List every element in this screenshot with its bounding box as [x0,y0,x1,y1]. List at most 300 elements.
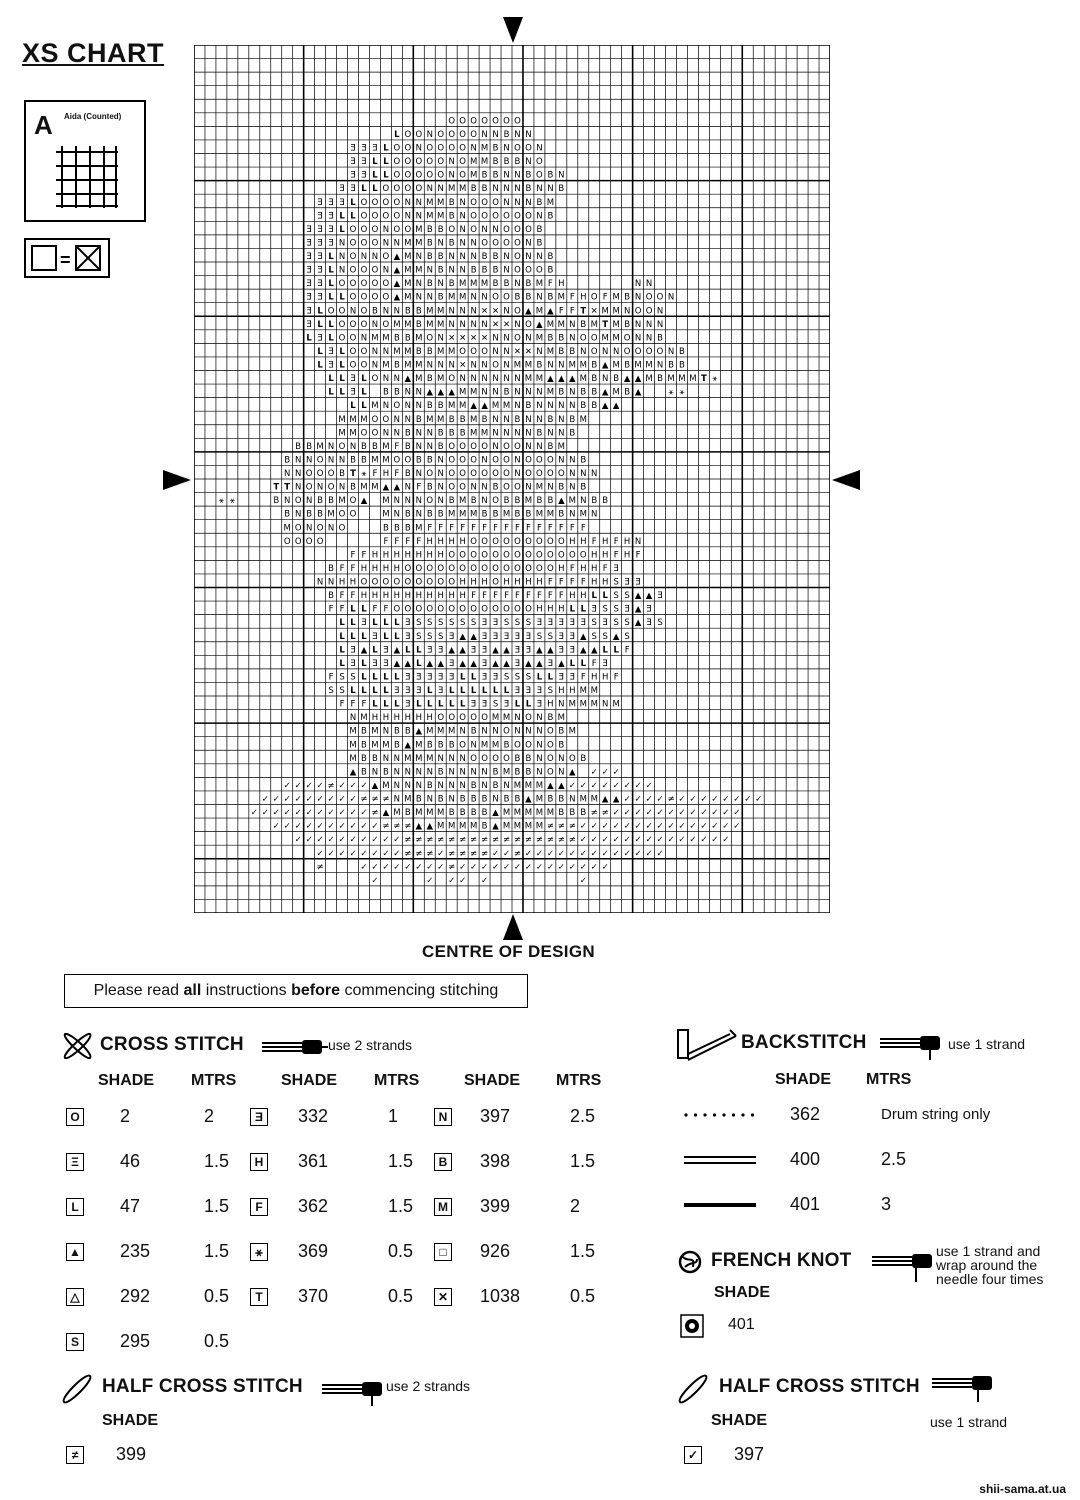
chart-cell-symbol: B [492,509,499,520]
chart-cell-symbol: M [513,360,522,371]
chart-cell-symbol: ✓ [623,808,631,819]
chart-cell-symbol: ✓ [316,794,324,805]
chart-cell-symbol: ✓ [612,821,620,832]
chart-cell-symbol: L [350,211,356,222]
chart-cell-symbol: N [514,170,521,181]
chart-cell-symbol: L [339,387,345,398]
chart-cell-symbol: F [493,523,498,534]
chart-cell-symbol: B [481,252,488,263]
backstitch-mtrs: 2.5 [881,1149,907,1169]
chart-cell-symbol: ▲ [415,821,423,832]
chart-cell-symbol: ≠ [481,835,489,846]
chart-cell-symbol: L [383,143,389,154]
chart-cell-symbol: O [393,170,401,181]
chart-cell-symbol: O [590,346,598,357]
chart-cell-symbol: ✓ [711,794,719,805]
chart-cell-symbol: N [415,780,422,791]
chart-cell-symbol: O [536,265,543,276]
chart-cell-symbol: O [382,319,390,330]
chart-cell-symbol: ≠ [382,821,390,832]
chart-cell-symbol: O [492,577,499,588]
chart-cell-symbol: ✓ [590,821,598,832]
chart-cell-symbol: H [437,550,444,561]
chart-cell-symbol: ✓ [722,808,730,819]
chart-cell-symbol: B [569,414,576,425]
chart-cell-symbol: ✓ [645,821,653,832]
chart-cell-symbol: H [448,536,455,547]
chart-cell-symbol: S [328,686,334,697]
chart-cell-symbol: ✓ [327,808,335,819]
chart-cell-symbol: S [613,604,619,615]
chart-cell-symbol: Ǝ [383,658,389,669]
chart-cell-symbol: L [361,401,367,412]
cross-stitch-title: CROSS STITCH [100,1034,244,1055]
chart-cell-symbol: Ǝ [427,672,433,683]
chart-cell-symbol: ✓ [338,835,346,846]
chart-cell-symbol: N [404,767,412,778]
chart-cell-symbol: N [602,374,609,385]
chart-cell-symbol: H [591,563,598,574]
chart-cell-symbol: B [415,455,422,466]
chart-cell-symbol: N [382,753,390,764]
chart-cell-symbol: O [371,279,379,290]
chart-cell-symbol: B [284,509,291,520]
chart-cell-symbol: O [437,143,445,154]
chart-cell-symbol: ✓ [360,780,368,791]
chart-cell-symbol: ✓ [272,821,280,832]
chart-cell-symbol: B [273,496,280,507]
chart-cell-symbol: M [645,374,653,385]
chart-cell-symbol: ✓ [722,835,730,846]
chart-cell-symbol: M [415,224,423,235]
chart-cell-symbol: H [371,550,379,561]
chart-cell-symbol: ▲ [536,645,543,656]
chart-cell-symbol: O [634,306,642,317]
chart-cell-symbol: ✓ [711,821,719,832]
chart-cell-symbol: ▲ [525,794,532,805]
chart-cell-symbol: M [458,821,467,832]
chart-cell-symbol: ≠ [393,821,401,832]
chart-cell-symbol: F [547,279,553,290]
chart-cell-symbol: O [579,333,587,344]
chart-cell-symbol: M [491,740,500,751]
chart-cell-symbol: B [558,808,565,819]
chart-cell-symbol: ≠ [459,848,467,859]
chart-cell-symbol: M [448,292,456,303]
chart-cell-symbol: H [415,713,422,724]
chart-cell-symbol: ✓ [634,835,642,846]
chart-cell-symbol: N [503,143,510,154]
chart-cell-symbol: ≠ [568,835,576,846]
chart-cell-symbol: M [382,740,390,751]
chart-cell-symbol: H [448,591,455,602]
chart-cell-symbol: O [514,563,521,574]
chart-cell-symbol: L [339,346,345,357]
chart-cell-symbol: O [547,726,554,737]
chart-cell-symbol: ⚹ [361,469,367,480]
chart-cell-symbol: B [328,563,334,574]
chart-cell-symbol: N [382,726,390,737]
key-shade: 47 [120,1196,141,1216]
chart-cell-symbol: N [448,157,455,168]
chart-cell-symbol: B [481,794,488,805]
chart-cell-symbol: B [525,170,532,181]
chart-cell-symbol: B [536,238,543,249]
chart-cell-symbol: B [393,333,400,344]
chart-cell-symbol: Ǝ [536,699,543,710]
key-mtrs: 0.5 [204,1331,230,1351]
chart-cell-symbol: ✓ [338,780,346,791]
chart-cell-symbol: O [481,346,488,357]
chart-cell-symbol: O [514,550,521,561]
chart-cell-symbol: Ǝ [481,645,488,656]
chart-cell-symbol: ✓ [612,835,620,846]
chart-cell-symbol: H [415,550,422,561]
chart-cell-symbol: O [470,753,477,764]
chart-cell-symbol: L [328,319,334,330]
arrow-left-icon [163,470,193,490]
chart-cell-symbol: Ǝ [470,645,477,656]
chart-cell-symbol: N [327,441,335,452]
chart-cell-symbol: N [525,157,532,168]
chart-cell-symbol: S [339,686,345,697]
chart-cell-symbol: B [459,808,466,819]
chart-cell-symbol: O [470,455,477,466]
chart-cell-symbol: B [679,346,685,357]
chart-cell-symbol: N [558,414,565,425]
chart-cell-symbol: ✓ [535,848,543,859]
chart-cell-symbol: ▲ [634,591,642,602]
chart-cell-symbol: N [294,509,302,520]
chart-cell-symbol: B [525,184,532,195]
chart-cell-symbol: ▲ [393,482,401,493]
chart-cell-symbol: M [448,726,456,737]
chart-cell-symbol: Ǝ [492,672,499,683]
chart-cell-symbol: ✓ [634,848,642,859]
chart-cell-symbol: M [404,265,412,276]
chart-cell-symbol: O [448,469,456,480]
chart-cell-symbol: N [393,374,401,385]
chart-cell-symbol: O [448,713,456,724]
chart-cell-symbol: F [350,563,356,574]
chart-cell-symbol: ▲ [382,808,390,819]
chart-cell-symbol: N [415,143,422,154]
chart-cell-symbol: ▲ [634,618,642,629]
chart-cell-symbol: ✕ [470,333,478,344]
chart-cell-symbol: F [339,604,345,615]
chart-cell-symbol: B [426,740,433,751]
chart-cell-symbol: Ǝ [657,591,663,602]
chart-cell-symbol: L [536,672,543,683]
chart-cell-symbol: B [470,496,477,507]
col-header-shade: SHADE [281,1072,338,1089]
chart-cell-symbol: O [360,319,368,330]
chart-cell-symbol: H [349,577,357,588]
chart-cell-symbol: M [579,686,587,697]
chart-cell-symbol: O [481,197,488,208]
chart-cell-symbol: N [459,211,466,222]
chart-cell-symbol: ✓ [250,808,258,819]
chart-cell-symbol: M [415,523,423,534]
key-symbol: T [250,1288,268,1306]
chart-cell-symbol: N [525,726,532,737]
chart-cell-symbol: F [394,441,400,452]
chart-cell-symbol: H [338,577,346,588]
chart-cell-symbol: O [426,496,434,507]
chart-cell-symbol: ✓ [360,835,368,846]
chart-cell-symbol: B [350,482,356,493]
chart-cell-symbol: N [426,360,433,371]
chart-cell-symbol: ✓ [579,875,587,886]
chart-cell-symbol: O [338,306,346,317]
chart-cell-symbol: F [526,591,531,602]
chart-cell-symbol: M [568,360,576,371]
chart-cell-symbol: Ǝ [558,631,565,642]
chart-cell-symbol: M [338,428,346,439]
chart-cell-symbol: ✓ [316,780,324,791]
chart-cell-symbol: N [536,713,543,724]
chart-cell-symbol: S [427,631,433,642]
chart-cell-symbol: ▲ [459,631,466,642]
chart-cell-symbol: M [437,211,445,222]
chart-cell-symbol: O [459,157,467,168]
chart-cell-symbol: O [470,211,477,222]
chart-cell-symbol: N [437,333,444,344]
chart-cell-symbol: L [372,672,378,683]
chart-cell-symbol: O [459,469,467,480]
col-header-mtrs: MTRS [374,1072,420,1089]
chart-cell-symbol: B [481,821,488,832]
chart-cell-symbol: ✓ [535,862,543,873]
chart-cell-symbol: O [470,224,477,235]
chart-cell-symbol: T [284,482,291,493]
chart-cell-symbol: B [624,319,631,330]
chart-cell-symbol: M [469,279,478,290]
chart-cell-symbol: O [437,577,445,588]
chart-cell-symbol: ▲ [503,645,510,656]
chart-cell-symbol: O [426,333,434,344]
chart-cell-symbol: O [503,550,510,561]
chart-cell-symbol: Ǝ [317,224,323,235]
chart-cell-symbol: F [591,658,597,669]
chart-cell-symbol: ✕ [459,333,467,344]
chart-cell-symbol: M [437,197,445,208]
chart-cell-symbol: M [349,428,357,439]
chart-cell-symbol: N [338,238,346,249]
chart-cell-symbol: N [382,238,390,249]
chart-cell-symbol: Ǝ [514,658,521,669]
chart-cell-symbol: ▲ [623,374,631,385]
chart-cell-symbol: B [470,794,477,805]
chart-cell-symbol: N [492,441,499,452]
chart-cell-symbol: N [404,401,412,412]
chart-cell-symbol: ✓ [327,794,335,805]
chart-cell-symbol: ▲ [601,401,609,412]
chart-cell-symbol: N [558,360,565,371]
chart-cell-symbol: B [393,740,400,751]
chart-cell-symbol: H [382,713,390,724]
chart-cell-symbol: N [558,170,565,181]
chart-cell-symbol: F [328,672,334,683]
chart-cell-symbol: L [427,699,433,710]
chart-cell-symbol: M [469,157,478,168]
chart-cell-symbol: M [557,713,566,724]
backstitch-line-dotted-icon [682,1108,758,1122]
chart-cell-symbol: O [503,469,510,480]
chart-cell-symbol: O [382,211,390,222]
chart-cell-symbol: L [306,333,312,344]
chart-cell-symbol: F [526,523,531,534]
chart-cell-symbol: O [349,279,357,290]
chart-cell-symbol: M [513,780,522,791]
chart-cell-symbol: ✓ [426,875,434,886]
chart-cell-symbol: ✓ [689,821,697,832]
chart-cell-symbol: S [503,618,510,629]
chart-cell-symbol: B [393,387,400,398]
chart-cell-symbol: N [547,184,554,195]
chart-cell-symbol: B [536,224,543,235]
chart-cell-symbol: N [426,428,433,439]
chart-cell-symbol: H [536,604,543,615]
chart-cell-symbol: H [459,591,466,602]
chart-cell-symbol: H [547,699,554,710]
chart-cell-symbol: N [426,184,433,195]
chart-cell-symbol: M [415,238,423,249]
chart-cell-symbol: ✓ [601,780,609,791]
chart-cell-symbol: B [547,265,554,276]
chart-cell-symbol: O [448,550,456,561]
chart-cell-symbol: O [492,455,499,466]
col-header-mtrs: MTRS [556,1072,602,1089]
chart-cell-symbol: S [657,618,663,629]
chart-cell-symbol: N [426,292,433,303]
chart-cell-symbol: ▲ [481,401,488,412]
chart-cell-symbol: N [393,509,401,520]
chart-cell-symbol: T [273,482,280,493]
chart-cell-symbol: N [591,509,598,520]
chart-cell-symbol: M [283,523,291,534]
chart-cell-symbol: S [503,672,510,683]
chart-cell-symbol: L [372,645,378,656]
chart-cell-symbol: N [415,496,422,507]
chart-cell-symbol: O [448,482,456,493]
chart-cell-symbol: Ǝ [492,631,499,642]
chart-cell-symbol: O [404,129,412,140]
aida-weave-icon [54,144,120,210]
chart-cell-symbol: B [448,279,455,290]
chart-cell-symbol: N [591,469,598,480]
chart-cell-symbol: H [415,591,422,602]
chart-cell-symbol: H [514,577,521,588]
chart-cell-symbol: M [349,414,357,425]
chart-cell-symbol: M [458,184,467,195]
cross-stitch-icon [60,1030,96,1062]
chart-cell-symbol: ✓ [634,821,642,832]
chart-cell-symbol: N [514,387,521,398]
chart-cell-symbol: B [569,428,576,439]
chart-cell-symbol: F [635,550,641,561]
chart-cell-symbol: S [591,631,597,642]
chart-cell-symbol: N [481,496,488,507]
chart-cell-symbol: N [623,306,631,317]
chart-cell-symbol: ≠ [590,808,598,819]
chart-cell-symbol: ▲ [612,794,620,805]
chart-cell-symbol: O [470,116,477,127]
chart-cell-symbol: H [536,577,543,588]
chart-cell-symbol: B [525,767,532,778]
chart-cell-symbol: ✓ [733,794,741,805]
chart-cell-symbol: N [514,197,521,208]
chart-cell-symbol: N [667,346,675,357]
chart-cell-symbol: N [437,469,444,480]
chart-cell-symbol: L [394,699,400,710]
chart-cell-symbol: M [360,414,368,425]
chart-cell-symbol: O [426,469,434,480]
chart-cell-symbol: Ǝ [317,197,323,208]
chart-cell-symbol: H [426,550,433,561]
chart-cell-symbol: M [557,319,566,330]
key-mtrs: 2 [570,1196,581,1216]
chart-cell-symbol: O [371,374,379,385]
chart-cell-symbol: ≠ [371,794,379,805]
chart-cell-symbol: Ǝ [350,157,356,168]
chart-cell-symbol: N [437,780,444,791]
chart-cell-symbol: N [404,414,412,425]
chart-cell-symbol: M [437,374,445,385]
chart-cell-symbol: F [438,523,444,534]
chart-cell-symbol: Ǝ [646,618,652,629]
chart-cell-symbol: N [459,319,466,330]
chart-cell-symbol: ✓ [623,835,631,846]
chart-cell-symbol: O [338,333,346,344]
chart-cell-symbol: O [393,143,401,154]
chart-cell-symbol: B [448,808,455,819]
chart-cell-symbol: Ǝ [339,184,345,195]
chart-cell-symbol: H [404,550,412,561]
chart-cell-symbol: O [349,319,357,330]
chart-cell-symbol: M [612,360,620,371]
chart-cell-symbol: ✕ [590,306,598,317]
chart-cell-symbol: B [481,265,488,276]
chart-cell-symbol: N [492,387,499,398]
chart-cell-symbol: N [437,279,444,290]
chart-cell-symbol: B [317,496,324,507]
chart-cell-symbol: B [415,414,422,425]
chart-cell-symbol: M [557,292,566,303]
chart-cell-symbol: ▲ [634,374,642,385]
chart-cell-symbol: O [536,550,543,561]
chart-cell-symbol: B [448,496,455,507]
chart-cell-symbol: Ǝ [602,618,608,629]
chart-cell-symbol: N [393,414,401,425]
chart-cell-symbol: O [426,604,434,615]
chart-cell-symbol: ▲ [360,496,368,507]
chart-cell-symbol: Ǝ [536,686,543,697]
chart-cell-symbol: O [590,292,598,303]
chart-cell-symbol: Ǝ [569,672,575,683]
chart-cell-symbol: N [448,780,455,791]
chart-cell-symbol: ✓ [481,862,489,873]
chart-cell-symbol: B [602,496,609,507]
chart-cell-symbol: O [382,292,390,303]
chart-cell-symbol: B [448,238,455,249]
chart-cell-symbol: N [525,428,532,439]
chart-cell-symbol: F [482,523,488,534]
chart-cell-symbol: ≠ [404,848,412,859]
chart-cell-symbol: F [558,523,564,534]
chart-cell-symbol: M [568,496,576,507]
chart-cell-symbol: L [459,699,466,710]
